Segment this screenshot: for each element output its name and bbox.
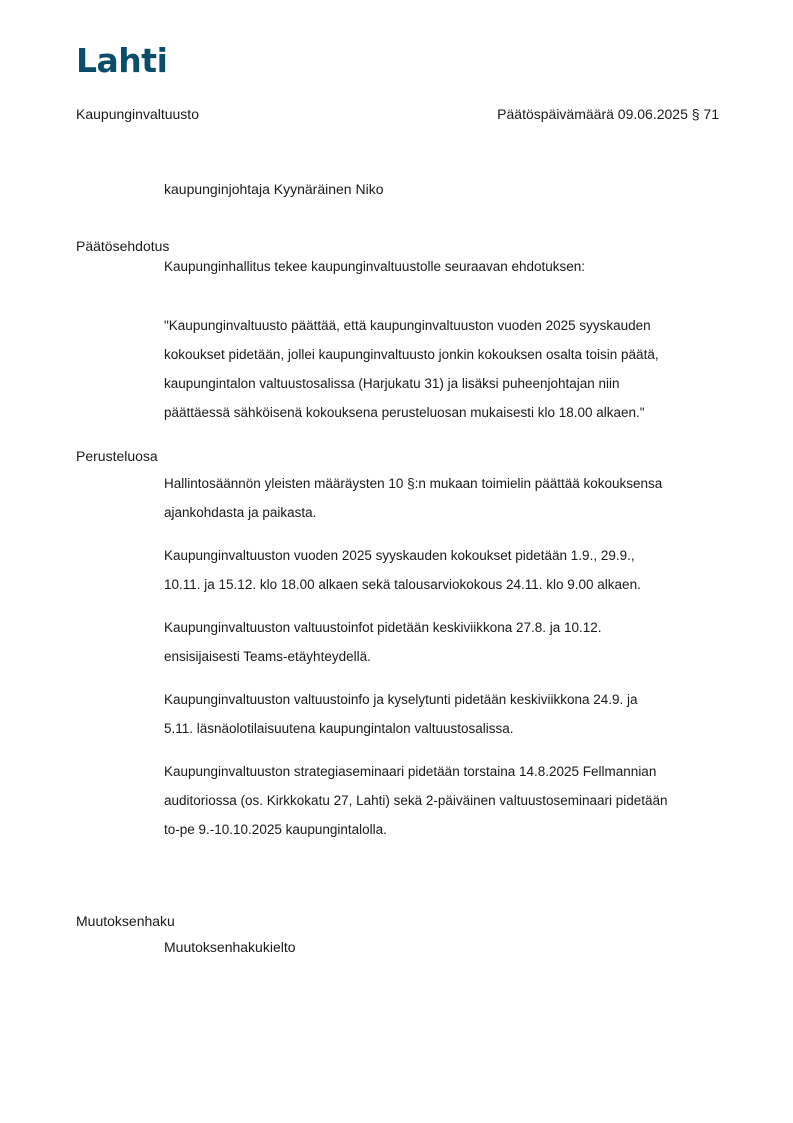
rationale-line: to-pe 9.-10.10.2025 kaupungintalolla. (164, 822, 387, 837)
rationale-paragraph (164, 757, 724, 844)
lahti-logo: Lahti (76, 41, 168, 80)
rationale-line: Kaupunginvaltuuston strategiaseminaari pidetään torstaina 14.8.2025 Fellmannian (164, 764, 657, 779)
rationale-line: Kaupunginvaltuuston valtuustoinfot pidetään keskiviikkona 27.8. ja 10.12. (164, 620, 602, 635)
proposal-intro (164, 252, 724, 281)
appeal-heading: Muutoksenhaku (76, 913, 175, 929)
rationale-line: Hallintosäännön yleisten määräysten 10 §:n mukaan toimielin päättää kokouksensa (164, 476, 663, 491)
presenter: kaupunginjohtaja Kyynäräinen Niko (164, 181, 384, 197)
rationale-heading: Perusteluosa (76, 448, 158, 464)
rationale-line: 10.11. ja 15.12. klo 18.00 alkaen sekä talousarviokokous 24.11. klo 9.00 alkaen. (164, 577, 641, 592)
proposal-quote-line: kaupungintalon valtuustosalissa (Harjukatu 31) ja lisäksi puheenjohtajan niin (164, 376, 620, 391)
decision-date-reference: Päätöspäivämäärä 09.06.2025 § 71 (497, 106, 719, 122)
rationale-line: Kaupunginvaltuuston valtuustoinfo ja kyselytunti pidetään keskiviikkona 24.9. ja (164, 692, 638, 707)
proposal-heading: Päätösehdotus (76, 238, 170, 254)
appeal-text: Muutoksenhakukielto (164, 939, 296, 955)
proposal-quote-line: päättäessä sähköisenä kokouksena perusteluosan mukaisesti klo 18.00 alkaen." (164, 405, 645, 420)
proposal-quote-line: kokoukset pidetään, jollei kaupunginvaltuusto jonkin kokouksen osalta toisin päätä, (164, 347, 659, 362)
rationale-line: Kaupunginvaltuuston vuoden 2025 syyskauden kokoukset pidetään 1.9., 29.9., (164, 548, 635, 563)
proposal-intro-text: Kaupunginhallitus tekee kaupunginvaltuustolle seuraavan ehdotuksen: (164, 259, 586, 274)
decision-body: Kaupunginvaltuusto (76, 106, 199, 122)
rationale-paragraph (164, 469, 724, 527)
rationale-line: ensisijaisesti Teams-etäyhteydellä. (164, 649, 371, 664)
rationale-paragraph (164, 613, 724, 671)
rationale-line: 5.11. läsnäolotilaisuutena kaupungintalon valtuustosalissa. (164, 721, 514, 736)
proposal-quote (164, 311, 724, 427)
rationale-line: auditoriossa (os. Kirkkokatu 27, Lahti) sekä 2-päiväinen valtuustoseminaari pidetään (164, 793, 668, 808)
rationale-paragraph (164, 685, 724, 743)
rationale-paragraph (164, 541, 724, 599)
proposal-quote-line: "Kaupunginvaltuusto päättää, että kaupunginvaltuuston vuoden 2025 syyskauden (164, 318, 651, 333)
rationale-line: ajankohdasta ja paikasta. (164, 505, 317, 520)
